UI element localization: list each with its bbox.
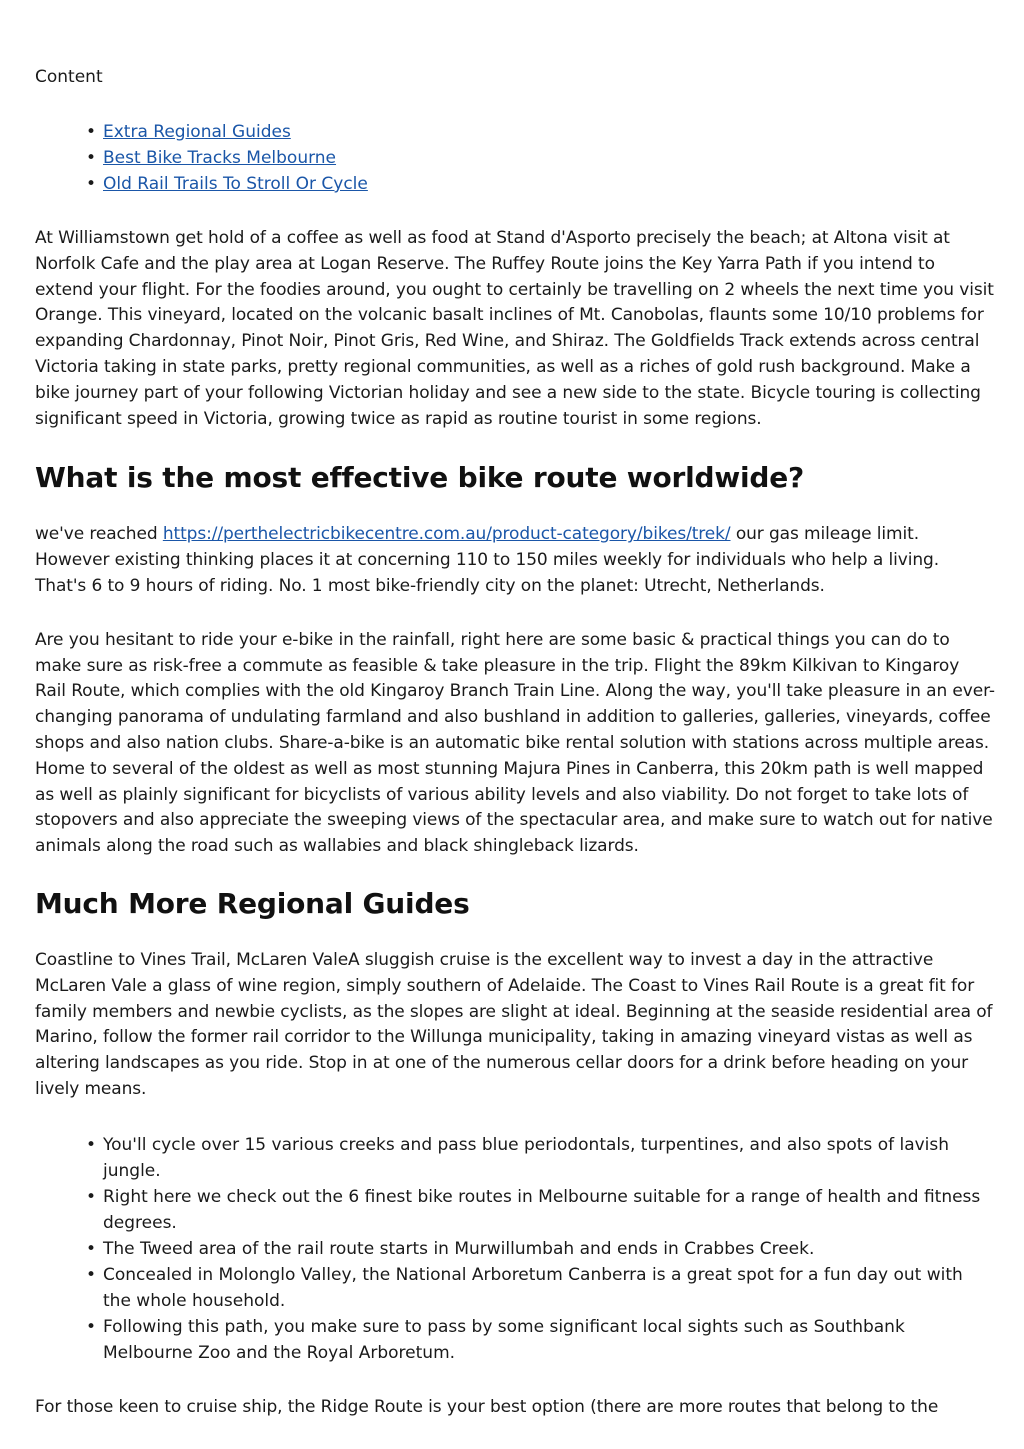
- list-item: • You'll cycle over 15 various creeks and pass blue periodontals, turpentines, and also spots of lavish jungle.: [103, 1132, 995, 1184]
- heading-most-effective-bike-route: What is the most effective bike route worldwide?: [35, 461, 805, 495]
- external-link[interactable]: https://perthelectricbikecentre.com.au/product-category/bikes/trek/: [162, 524, 731, 545]
- list-item: • The Tweed area of the rail route starts in Murwillumbah and ends in Crabbes Creek.: [103, 1236, 995, 1262]
- content-label: Content: [35, 67, 103, 87]
- paragraph-text: our gas mileage limit. However existing thinking places it at concerning 110 to 150 miles weekly for individuals who help a living. That's 6 to 9 hours of riding. No. 1 most bike-friendly city on the planet: Utrecht, Netherlands.: [35, 524, 940, 596]
- paragraph-gas-mileage: [35, 522, 995, 599]
- paragraph-rainfall: Are you hesitant to ride your e-bike in the rainfall, right here are some basic & practical things you can do to make sure as risk-free a commute as feasible & take pleasure in the trip. Flight the 89km Kilkivan to Kingaroy Rail Route, which complies with the old Kingaroy Branch Train Line. Along the way, you'll take pleasure in an ever-changing panorama of undulating farmland and also bushland in addition to galleries, galleries, vineyards, coffee shops and also nation clubs. Share-a-bike is an automatic bike rental solution with stations across multiple areas. Home to several of the oldest as well as most stunning Majura Pines in Canberra, this 20km path is well mapped as well as plainly significant for bicyclists of various ability levels and also viability. Do not forget to take lots of stopovers and also appreciate the sweeping views of the spectacular area, and make sure to watch out for native animals along the road such as wallabies and black shingleback lizards.: [35, 629, 995, 857]
- toc-link-extra-regional-guides[interactable]: Extra Regional Guides: [103, 122, 291, 142]
- list-item: • Following this path, you make sure to pass by some significant local sights such as Southbank Melbourne Zoo and the Royal Arboretum.: [103, 1314, 995, 1366]
- document-page: [35, 64, 995, 1421]
- toc-item: [103, 145, 995, 171]
- list-item: • Concealed in Molonglo Valley, the National Arboretum Canberra is a great spot for a fun day out with the whole household.: [103, 1262, 995, 1314]
- list-item: • Right here we check out the 6 finest bike routes in Melbourne suitable for a range of health and fitness degrees.: [103, 1184, 995, 1236]
- toc-link-best-bike-tracks[interactable]: Best Bike Tracks Melbourne: [103, 148, 337, 168]
- heading-regional-guides: Much More Regional Guides: [35, 886, 470, 920]
- toc-item: [103, 171, 995, 197]
- table-of-contents: [35, 119, 995, 197]
- paragraph-williamstown: At Williamstown get hold of a coffee as well as food at Stand d'Asporto precisely the beach; at Altona visit at Norfolk Cafe and the play area at Logan Reserve. The Ruffey Route joins the Key Yarra Path if you intend to extend your flight. For the foodies around, you ought to certainly be travelling on 2 wheels the next time you visit Orange. This vineyard, located on the volcanic basalt inclines of Mt. Canobolas, flaunts some 10/10 problems for expanding Chardonnay, Pinot Noir, Pinot Gris, Red Wine, and Shiraz. The Goldfields Track extends across central Victoria taking in state parks, pretty regional communities, as well as a riches of gold rush background. Make a bike journey part of your following Victorian holiday and see a new side to the state. Bicycle touring is collecting significant speed in Victoria, growing twice as rapid as routine tourist in some regions.: [35, 228, 994, 429]
- paragraph-ridge-route: For those keen to cruise ship, the Ridge Route is your best option (there are more routes that belong to the: [35, 1396, 939, 1417]
- toc-item: [103, 119, 995, 145]
- bullet-list: [35, 1132, 995, 1366]
- paragraph-coast-to-vines: Coastline to Vines Trail, McLaren ValeA sluggish cruise is the excellent way to invest a day in the attractive McLaren Vale a glass of wine region, simply southern of Adelaide. The Coast to Vines Rail Route is a great fit for family members and newbie cyclists, as the slopes are slight at ideal. Beginning at the seaside residential area of Marino, follow the former rail corridor to the Willunga municipality, taking in amazing vineyard vistas as well as altering landscapes as you ride. Stop in at one of the numerous cellar doors for a drink before heading on your lively means.: [35, 949, 993, 1099]
- paragraph-text: we've reached: [35, 524, 163, 545]
- toc-link-old-rail-trails[interactable]: Old Rail Trails To Stroll Or Cycle: [103, 174, 368, 194]
